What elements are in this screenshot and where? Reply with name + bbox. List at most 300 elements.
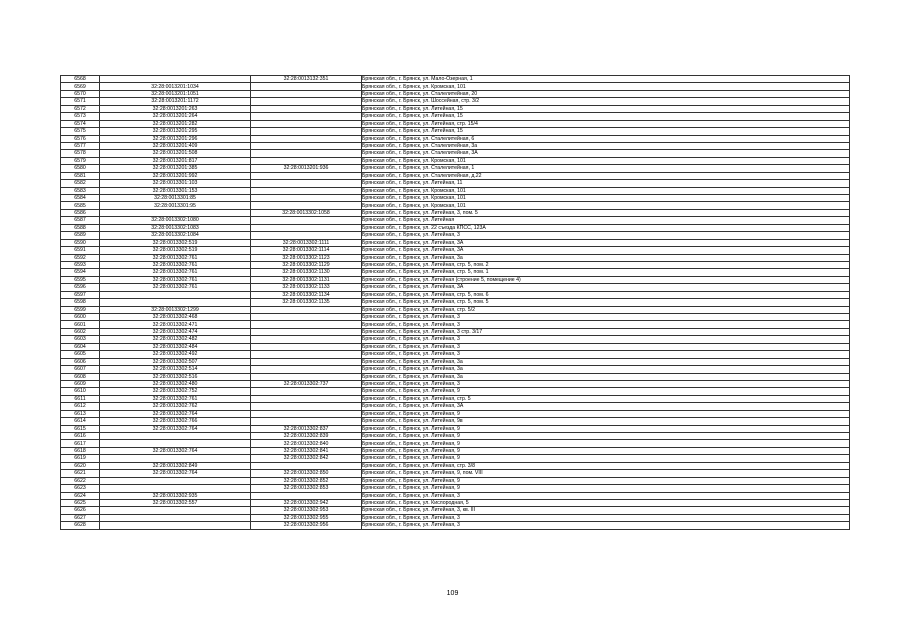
- property-register-table: [60, 75, 850, 530]
- row-number-cell: 6598: [61, 299, 100, 306]
- address-cell: Брянская обл., г. Брянск, ул. Литейная, 3, пом. 5: [362, 209, 850, 216]
- object-cadastral-number-cell: 32:28:0013302:840: [251, 440, 362, 447]
- table-row: [61, 157, 850, 164]
- land-cadastral-number-cell: [100, 433, 251, 440]
- address-cell: Брянская обл., г. Брянск, ул. Сталелитейная, 6: [362, 135, 850, 142]
- land-cadastral-number-cell: 32:28:0013301:95: [100, 202, 251, 209]
- object-cadastral-number-cell: [251, 373, 362, 380]
- row-number-cell: 6580: [61, 165, 100, 172]
- land-cadastral-number-cell: 32:28:0013302:519: [100, 239, 251, 246]
- object-cadastral-number-cell: [251, 232, 362, 239]
- row-number-cell: 6575: [61, 128, 100, 135]
- land-cadastral-number-cell: 32:28:0013201:1051: [100, 90, 251, 97]
- address-cell: Брянская обл., г. Брянск, ул. Литейная, 9: [362, 440, 850, 447]
- table-row: [61, 455, 850, 462]
- table-row: [61, 276, 850, 283]
- table-row: [61, 172, 850, 179]
- row-number-cell: 6570: [61, 90, 100, 97]
- land-cadastral-number-cell: 32:28:0013302:761: [100, 254, 251, 261]
- row-number-cell: 6574: [61, 120, 100, 127]
- object-cadastral-number-cell: [251, 306, 362, 313]
- address-cell: Брянская обл., г. Брянск, ул. Литейная, 3: [362, 336, 850, 343]
- table-row: [61, 447, 850, 454]
- table-row: [61, 202, 850, 209]
- address-cell: Брянская обл., г. Брянск, ул. Литейная, 11: [362, 180, 850, 187]
- address-cell: Брянская обл., г. Брянск, ул. Литейная, 3а: [362, 366, 850, 373]
- object-cadastral-number-cell: 32:28:0013302:1135: [251, 299, 362, 306]
- table-row: [61, 105, 850, 112]
- land-cadastral-number-cell: 32:28:0013201:508: [100, 150, 251, 157]
- land-cadastral-number-cell: 32:28:0013201:263: [100, 105, 251, 112]
- row-number-cell: 6584: [61, 195, 100, 202]
- object-cadastral-number-cell: 32:28:0013302:1058: [251, 209, 362, 216]
- address-cell: Брянская обл., г. Брянск, ул. Литейная, 9: [362, 447, 850, 454]
- land-cadastral-number-cell: 32:28:0013302:471: [100, 321, 251, 328]
- address-cell: Брянская обл., г. Брянск, ул. Литейная, 9в: [362, 418, 850, 425]
- table-row: [61, 462, 850, 469]
- land-cadastral-number-cell: 32:28:0013301:153: [100, 187, 251, 194]
- object-cadastral-number-cell: [251, 150, 362, 157]
- table-row: [61, 224, 850, 231]
- address-cell: Брянская обл., г. Брянск, ул. Литейная, 3, кв. III: [362, 507, 850, 514]
- table-row: [61, 314, 850, 321]
- table-row: [61, 514, 850, 521]
- object-cadastral-number-cell: [251, 343, 362, 350]
- object-cadastral-number-cell: [251, 180, 362, 187]
- land-cadastral-number-cell: 32:28:0013302:1083: [100, 224, 251, 231]
- row-number-cell: 6569: [61, 83, 100, 90]
- row-number-cell: 6577: [61, 142, 100, 149]
- address-cell: Брянская обл., г. Брянск, ул. Шоссейная, стр. 3/2: [362, 98, 850, 105]
- row-number-cell: 6603: [61, 336, 100, 343]
- land-cadastral-number-cell: 32:28:0013302:519: [100, 247, 251, 254]
- row-number-cell: 6591: [61, 247, 100, 254]
- object-cadastral-number-cell: [251, 142, 362, 149]
- address-cell: Брянская обл., г. Брянск, ул. Сталелитейная, 3А: [362, 150, 850, 157]
- row-number-cell: 6624: [61, 492, 100, 499]
- address-cell: Брянская обл., г. Брянск, ул. Литейная, 3: [362, 314, 850, 321]
- address-cell: Брянская обл., г. Брянск, ул. Литейная, 3: [362, 514, 850, 521]
- object-cadastral-number-cell: 32:28:0013302:1131: [251, 276, 362, 283]
- row-number-cell: 6599: [61, 306, 100, 313]
- land-cadastral-number-cell: 32:28:0013302:764: [100, 425, 251, 432]
- object-cadastral-number-cell: 32:28:0013302:852: [251, 477, 362, 484]
- table-row: [61, 358, 850, 365]
- object-cadastral-number-cell: 32:28:0013302:956: [251, 522, 362, 529]
- table-row: [61, 98, 850, 105]
- object-cadastral-number-cell: [251, 187, 362, 194]
- land-cadastral-number-cell: 32:28:0013302:482: [100, 336, 251, 343]
- object-cadastral-number-cell: [251, 403, 362, 410]
- address-cell: Брянская обл., г. Брянск, ул. Мало-Озерная, 1: [362, 76, 850, 83]
- object-cadastral-number-cell: [251, 321, 362, 328]
- address-cell: Брянская обл., г. Брянск, ул. Кромская, 101: [362, 195, 850, 202]
- object-cadastral-number-cell: 32:28:0013302:842: [251, 455, 362, 462]
- address-cell: Брянская обл., г. Брянск, ул. Литейная, 9, пом. VIII: [362, 470, 850, 477]
- address-cell: Брянская обл., г. Брянск, ул. Литейная, 9: [362, 433, 850, 440]
- address-cell: Брянская обл., г. Брянск, ул. Литейная, стр. 5, пом. 5: [362, 299, 850, 306]
- row-number-cell: 6614: [61, 418, 100, 425]
- object-cadastral-number-cell: [251, 135, 362, 142]
- row-number-cell: 6573: [61, 113, 100, 120]
- address-cell: Брянская обл., г. Брянск, ул. Сталелитейная, 20: [362, 90, 850, 97]
- land-cadastral-number-cell: 32:28:0013301:85: [100, 195, 251, 202]
- address-cell: Брянская обл., г. Брянск, ул. Литейная, 3а: [362, 254, 850, 261]
- table-row: [61, 113, 850, 120]
- address-cell: Брянская обл., г. Брянск, ул. Сталелитейная, 3а: [362, 142, 850, 149]
- row-number-cell: 6593: [61, 261, 100, 268]
- row-number-cell: 6596: [61, 284, 100, 291]
- address-cell: Брянская обл., г. Брянск, ул. Литейная, 3а: [362, 373, 850, 380]
- table-row: [61, 187, 850, 194]
- table-row: [61, 410, 850, 417]
- object-cadastral-number-cell: [251, 195, 362, 202]
- land-cadastral-number-cell: [100, 522, 251, 529]
- land-cadastral-number-cell: [100, 440, 251, 447]
- land-cadastral-number-cell: 32:28:0013201:295: [100, 128, 251, 135]
- land-cadastral-number-cell: 32:28:0013201:1034: [100, 83, 251, 90]
- object-cadastral-number-cell: [251, 366, 362, 373]
- object-cadastral-number-cell: [251, 462, 362, 469]
- land-cadastral-number-cell: 32:28:0013302:761: [100, 276, 251, 283]
- table-row: [61, 433, 850, 440]
- row-number-cell: 6626: [61, 507, 100, 514]
- land-cadastral-number-cell: 32:28:0013302:516: [100, 373, 251, 380]
- object-cadastral-number-cell: [251, 336, 362, 343]
- land-cadastral-number-cell: [100, 291, 251, 298]
- object-cadastral-number-cell: [251, 83, 362, 90]
- row-number-cell: 6625: [61, 499, 100, 506]
- object-cadastral-number-cell: [251, 217, 362, 224]
- table-row: [61, 247, 850, 254]
- table-row: [61, 165, 850, 172]
- object-cadastral-number-cell: 32:28:0013302:1114: [251, 247, 362, 254]
- table-body: [61, 76, 850, 530]
- table-row: [61, 425, 850, 432]
- address-cell: Брянская обл., г. Брянск, ул. Литейная, 3а: [362, 358, 850, 365]
- address-cell: Брянская обл., г. Брянск, ул. Литейная, 3: [362, 343, 850, 350]
- table-row: [61, 135, 850, 142]
- land-cadastral-number-cell: 32:28:0013302:764: [100, 447, 251, 454]
- table-row: [61, 492, 850, 499]
- table-row: [61, 239, 850, 246]
- land-cadastral-number-cell: [100, 299, 251, 306]
- land-cadastral-number-cell: 32:28:0013302:761: [100, 284, 251, 291]
- object-cadastral-number-cell: 32:28:0013302:942: [251, 499, 362, 506]
- address-cell: Брянская обл., г. Брянск, ул. Литейная, 3 стр. 3/17: [362, 328, 850, 335]
- address-cell: Брянская обл., г. Брянск, ул. Литейная, 3А: [362, 247, 850, 254]
- table-row: [61, 418, 850, 425]
- object-cadastral-number-cell: [251, 418, 362, 425]
- land-cadastral-number-cell: 32:28:0013302:484: [100, 343, 251, 350]
- address-cell: Брянская обл., г. Брянск, ул. Кромская, 101: [362, 202, 850, 209]
- object-cadastral-number-cell: [251, 388, 362, 395]
- row-number-cell: 6606: [61, 358, 100, 365]
- object-cadastral-number-cell: [251, 351, 362, 358]
- row-number-cell: 6582: [61, 180, 100, 187]
- address-cell: Брянская обл., г. Брянск, ул. Литейная, 3: [362, 232, 850, 239]
- object-cadastral-number-cell: [251, 157, 362, 164]
- object-cadastral-number-cell: 32:28:0013302:1129: [251, 261, 362, 268]
- object-cadastral-number-cell: [251, 128, 362, 135]
- address-cell: Брянская обл., г. Брянск, ул. Литейная, стр. 15/4: [362, 120, 850, 127]
- table-row: [61, 440, 850, 447]
- object-cadastral-number-cell: [251, 90, 362, 97]
- table-row: [61, 477, 850, 484]
- address-cell: Брянская обл., г. Брянск, ул. Литейная, стр. 5: [362, 395, 850, 402]
- row-number-cell: 6623: [61, 485, 100, 492]
- object-cadastral-number-cell: [251, 120, 362, 127]
- land-cadastral-number-cell: 32:28:0013302:514: [100, 366, 251, 373]
- table-row: [61, 120, 850, 127]
- row-number-cell: 6619: [61, 455, 100, 462]
- row-number-cell: 6627: [61, 514, 100, 521]
- land-cadastral-number-cell: [100, 477, 251, 484]
- address-cell: Брянская обл., г. Брянск, ул. Литейная, 3: [362, 351, 850, 358]
- row-number-cell: 6611: [61, 395, 100, 402]
- row-number-cell: 6609: [61, 380, 100, 387]
- address-cell: Брянская обл., г. Брянск, ул. Литейная, стр. 5, пом. 2: [362, 261, 850, 268]
- table-row: [61, 321, 850, 328]
- address-cell: Брянская обл., г. Брянск, ул. Литейная, 3: [362, 380, 850, 387]
- land-cadastral-number-cell: [100, 76, 251, 83]
- object-cadastral-number-cell: 32:28:0013201:936: [251, 165, 362, 172]
- object-cadastral-number-cell: 32:28:0013302:737: [251, 380, 362, 387]
- row-number-cell: 6602: [61, 328, 100, 335]
- table-row: [61, 180, 850, 187]
- object-cadastral-number-cell: 32:28:0013302:853: [251, 485, 362, 492]
- table-row: [61, 291, 850, 298]
- address-cell: Брянская обл., г. Брянск, ул. Литейная, 15: [362, 105, 850, 112]
- address-cell: Брянская обл., г. Брянск, ул. Литейная, стр. 5/2: [362, 306, 850, 313]
- land-cadastral-number-cell: 32:28:0013201:992: [100, 172, 251, 179]
- object-cadastral-number-cell: 32:28:0013132:351: [251, 76, 362, 83]
- row-number-cell: 6586: [61, 209, 100, 216]
- table-row: [61, 343, 850, 350]
- address-cell: Брянская обл., г. Брянск, ул. Кромская, 101: [362, 83, 850, 90]
- address-cell: Брянская обл., г. Брянск, ул. Литейная: [362, 217, 850, 224]
- table-row: [61, 128, 850, 135]
- row-number-cell: 6588: [61, 224, 100, 231]
- row-number-cell: 6589: [61, 232, 100, 239]
- table-row: [61, 366, 850, 373]
- row-number-cell: 6568: [61, 76, 100, 83]
- address-cell: Брянская обл., г. Брянск, ул. Сталелитейная, 1: [362, 165, 850, 172]
- land-cadastral-number-cell: 32:28:0013302:764: [100, 410, 251, 417]
- object-cadastral-number-cell: [251, 410, 362, 417]
- land-cadastral-number-cell: 32:28:0013302:468: [100, 314, 251, 321]
- land-cadastral-number-cell: 32:28:0013302:474: [100, 328, 251, 335]
- land-cadastral-number-cell: [100, 455, 251, 462]
- table-row: [61, 299, 850, 306]
- row-number-cell: 6628: [61, 522, 100, 529]
- land-cadastral-number-cell: [100, 514, 251, 521]
- row-number-cell: 6595: [61, 276, 100, 283]
- table-row: [61, 336, 850, 343]
- object-cadastral-number-cell: 32:28:0013302:841: [251, 447, 362, 454]
- land-cadastral-number-cell: 32:28:0013201:296: [100, 135, 251, 142]
- object-cadastral-number-cell: 32:28:0013302:953: [251, 507, 362, 514]
- row-number-cell: 6594: [61, 269, 100, 276]
- land-cadastral-number-cell: 32:28:0013302:761: [100, 261, 251, 268]
- land-cadastral-number-cell: 32:28:0013302:764: [100, 470, 251, 477]
- object-cadastral-number-cell: [251, 224, 362, 231]
- object-cadastral-number-cell: [251, 358, 362, 365]
- table-row: [61, 522, 850, 529]
- row-number-cell: 6605: [61, 351, 100, 358]
- row-number-cell: 6587: [61, 217, 100, 224]
- address-cell: Брянская обл., г. Брянск, ул. Литейная, 9: [362, 410, 850, 417]
- table-row: [61, 388, 850, 395]
- address-cell: Брянская обл., г. Брянск, ул. Литейная, 9: [362, 388, 850, 395]
- row-number-cell: 6572: [61, 105, 100, 112]
- row-number-cell: 6583: [61, 187, 100, 194]
- table-row: [61, 328, 850, 335]
- address-cell: Брянская обл., г. Брянск, ул. Литейная, 3А: [362, 239, 850, 246]
- table-row: [61, 261, 850, 268]
- table-row: [61, 269, 850, 276]
- land-cadastral-number-cell: 32:28:0013302:1084: [100, 232, 251, 239]
- address-cell: Брянская обл., г. Брянск, ул. Кислородная, 5: [362, 499, 850, 506]
- row-number-cell: 6578: [61, 150, 100, 157]
- table-row: [61, 254, 850, 261]
- land-cadastral-number-cell: 32:28:0013302:557: [100, 499, 251, 506]
- object-cadastral-number-cell: [251, 105, 362, 112]
- address-cell: Брянская обл., г. Брянск, ул. Литейная (строение 5, помещение 4): [362, 276, 850, 283]
- table-row: [61, 83, 850, 90]
- land-cadastral-number-cell: 32:28:0013302:849: [100, 462, 251, 469]
- address-cell: Брянская обл., г. Брянск, ул. Литейная, 9: [362, 425, 850, 432]
- table-row: [61, 284, 850, 291]
- table-row: [61, 217, 850, 224]
- object-cadastral-number-cell: [251, 113, 362, 120]
- land-cadastral-number-cell: 32:28:0013201:817: [100, 157, 251, 164]
- table-row: [61, 150, 850, 157]
- land-cadastral-number-cell: [100, 209, 251, 216]
- address-cell: Брянская обл., г. Брянск, ул. Литейная, 9: [362, 455, 850, 462]
- address-cell: Брянская обл., г. Брянск, ул. Литейная, 3А: [362, 403, 850, 410]
- object-cadastral-number-cell: 32:28:0013302:837: [251, 425, 362, 432]
- row-number-cell: 6621: [61, 470, 100, 477]
- table-row: [61, 195, 850, 202]
- row-number-cell: 6620: [61, 462, 100, 469]
- address-cell: Брянская обл., г. Брянск, ул. Литейная, 9: [362, 477, 850, 484]
- table-row: [61, 209, 850, 216]
- address-cell: Брянская обл., г. Брянск, ул. Литейная, стр. 5, пом. 6: [362, 291, 850, 298]
- object-cadastral-number-cell: 32:28:0013302:839: [251, 433, 362, 440]
- address-cell: Брянская обл., г. Брянск, ул. Кромская, 101: [362, 157, 850, 164]
- address-cell: Брянская обл., г. Брянск, ул. Литейная, 15: [362, 113, 850, 120]
- row-number-cell: 6613: [61, 410, 100, 417]
- row-number-cell: 6622: [61, 477, 100, 484]
- land-cadastral-number-cell: 32:28:0013201:1172: [100, 98, 251, 105]
- object-cadastral-number-cell: [251, 172, 362, 179]
- row-number-cell: 6592: [61, 254, 100, 261]
- land-cadastral-number-cell: 32:28:0013301:103: [100, 180, 251, 187]
- table-row: [61, 90, 850, 97]
- land-cadastral-number-cell: 32:28:0013201:409: [100, 142, 251, 149]
- land-cadastral-number-cell: 32:28:0013302:761: [100, 269, 251, 276]
- object-cadastral-number-cell: [251, 395, 362, 402]
- land-cadastral-number-cell: 32:28:0013302:762: [100, 403, 251, 410]
- land-cadastral-number-cell: 32:28:0013302:752: [100, 388, 251, 395]
- object-cadastral-number-cell: [251, 328, 362, 335]
- address-cell: Брянская обл., г. Брянск, ул. Литейная, 15: [362, 128, 850, 135]
- land-cadastral-number-cell: 32:28:0013302:766: [100, 418, 251, 425]
- row-number-cell: 6601: [61, 321, 100, 328]
- table-row: [61, 76, 850, 83]
- address-cell: Брянская обл., г. Брянск, ул. Литейная, стр. 3/8: [362, 462, 850, 469]
- row-number-cell: 6610: [61, 388, 100, 395]
- address-cell: Брянская обл., г. Брянск, ул. Литейная, стр. 5, пом. 1: [362, 269, 850, 276]
- land-cadastral-number-cell: 32:28:0013302:492: [100, 351, 251, 358]
- address-cell: Брянская обл., г. Брянск, ул. Литейная, 9: [362, 485, 850, 492]
- row-number-cell: 6600: [61, 314, 100, 321]
- object-cadastral-number-cell: 32:28:0013302:850: [251, 470, 362, 477]
- table-row: [61, 380, 850, 387]
- address-cell: Брянская обл., г. Брянск, ул. Литейная, 3А: [362, 284, 850, 291]
- table-row: [61, 142, 850, 149]
- land-cadastral-number-cell: 32:28:0013201:264: [100, 113, 251, 120]
- row-number-cell: 6618: [61, 447, 100, 454]
- row-number-cell: 6617: [61, 440, 100, 447]
- table-row: [61, 507, 850, 514]
- table-row: [61, 403, 850, 410]
- address-cell: Брянская обл., г. Брянск, ул. 22 съезда КПСС, 123А: [362, 224, 850, 231]
- land-cadastral-number-cell: 32:28:0013302:935: [100, 492, 251, 499]
- table-row: [61, 351, 850, 358]
- table-row: [61, 499, 850, 506]
- object-cadastral-number-cell: 32:28:0013302:1130: [251, 269, 362, 276]
- land-cadastral-number-cell: [100, 485, 251, 492]
- table-row: [61, 485, 850, 492]
- object-cadastral-number-cell: [251, 492, 362, 499]
- object-cadastral-number-cell: [251, 202, 362, 209]
- row-number-cell: 6590: [61, 239, 100, 246]
- object-cadastral-number-cell: 32:28:0013302:1133: [251, 284, 362, 291]
- row-number-cell: 6604: [61, 343, 100, 350]
- object-cadastral-number-cell: 32:28:0013302:1134: [251, 291, 362, 298]
- address-cell: Брянская обл., г. Брянск, ул. Сталелитейная, д.22: [362, 172, 850, 179]
- row-number-cell: 6585: [61, 202, 100, 209]
- row-number-cell: 6608: [61, 373, 100, 380]
- object-cadastral-number-cell: 32:28:0013302:955: [251, 514, 362, 521]
- table-row: [61, 306, 850, 313]
- row-number-cell: 6612: [61, 403, 100, 410]
- object-cadastral-number-cell: 32:28:0013302:1123: [251, 254, 362, 261]
- address-cell: Брянская обл., г. Брянск, ул. Литейная, 3: [362, 492, 850, 499]
- row-number-cell: 6579: [61, 157, 100, 164]
- row-number-cell: 6581: [61, 172, 100, 179]
- address-cell: Брянская обл., г. Брянск, ул. Литейная, 3: [362, 321, 850, 328]
- table-row: [61, 470, 850, 477]
- land-cadastral-number-cell: 32:28:0013302:507: [100, 358, 251, 365]
- land-cadastral-number-cell: [100, 507, 251, 514]
- land-cadastral-number-cell: 32:28:0013302:480: [100, 380, 251, 387]
- row-number-cell: 6616: [61, 433, 100, 440]
- object-cadastral-number-cell: [251, 314, 362, 321]
- land-cadastral-number-cell: 32:28:0013302:761: [100, 395, 251, 402]
- object-cadastral-number-cell: [251, 98, 362, 105]
- table-row: [61, 395, 850, 402]
- address-cell: Брянская обл., г. Брянск, ул. Кромская, 101: [362, 187, 850, 194]
- land-cadastral-number-cell: 32:28:0013201:385: [100, 165, 251, 172]
- row-number-cell: 6571: [61, 98, 100, 105]
- row-number-cell: 6615: [61, 425, 100, 432]
- address-cell: Брянская обл., г. Брянск, ул. Литейная, 3: [362, 522, 850, 529]
- table-row: [61, 373, 850, 380]
- land-cadastral-number-cell: 32:28:0013302:1299: [100, 306, 251, 313]
